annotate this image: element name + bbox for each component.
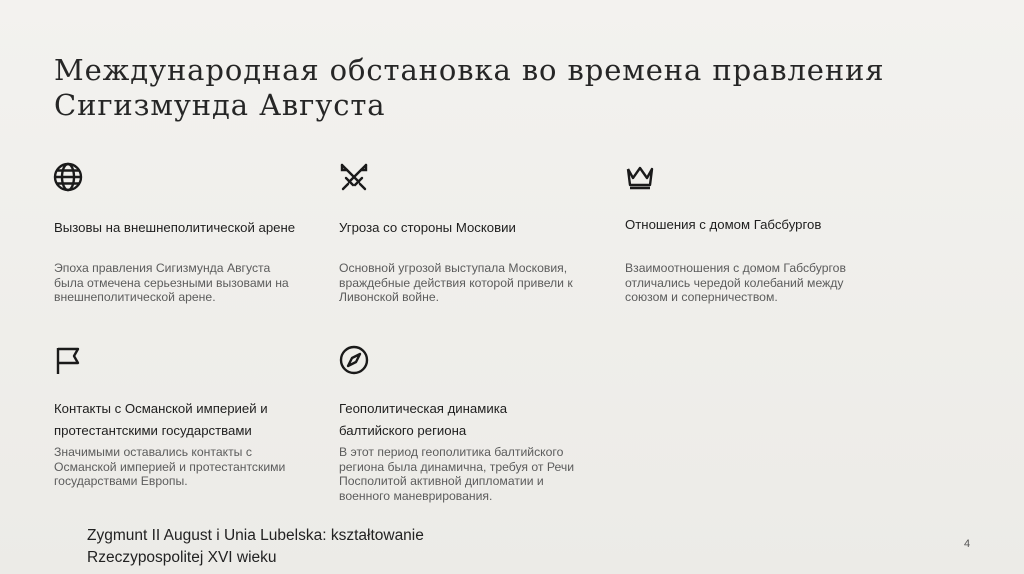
card-text-line: враждебные действия которой привели к: [339, 275, 573, 290]
footer-caption: [87, 525, 507, 569]
globe-icon: [52, 161, 84, 193]
card-text-line: союзом и соперничеством.: [625, 290, 778, 304]
card-text-line: Эпоха правления Сигизмунда Августа: [54, 261, 271, 275]
card-text-line: Посполитой активной дипломатии и: [339, 474, 544, 488]
card-title-baltic-dynamics: [339, 398, 507, 442]
slide-title: [54, 53, 954, 123]
flag-icon: [52, 344, 84, 376]
slide-title-line-2: Сигизмунда Августа: [54, 88, 386, 122]
card-text-line: Основной угрозой выступала Московия,: [339, 261, 568, 275]
card-title-line: протестантскими государствами: [54, 423, 252, 438]
crown-icon: [624, 161, 656, 193]
card-text-muscovy-threat: [339, 261, 573, 305]
card-text-line: государствами Европы.: [54, 474, 188, 488]
card-title-muscovy-threat: Угроза со стороны Московии: [339, 220, 516, 235]
card-text-line: Значимыми оставались контакты с: [54, 445, 252, 459]
page-number: 4: [964, 538, 971, 550]
card-text-line: была отмечена серьезными вызовами на: [54, 275, 289, 290]
card-text-baltic-dynamics: [339, 445, 574, 503]
card-title-line: Геополитическая динамика: [339, 401, 508, 416]
card-text-line: отличались чередой колебаний между: [625, 275, 844, 290]
compass-icon: [338, 344, 370, 376]
card-title-habsburgs: Отношения с домом Габсбургов: [625, 217, 822, 232]
crossed-swords-icon: [338, 161, 370, 193]
card-text-line: Османской империей и протестантскими: [54, 459, 286, 474]
slide-title-line-1: Международная обстановка во времена правления: [54, 53, 885, 87]
card-text-habsburgs: [625, 261, 846, 305]
card-title-line: балтийского региона: [339, 423, 467, 438]
card-text-ottoman-contacts: [54, 445, 285, 489]
footer-line-1: Zygmunt II August i Unia Lubelska: kształtowanie: [87, 527, 424, 544]
card-title-line: Контакты с Османской империей и: [54, 401, 268, 416]
card-text-foreign-challenges: [54, 261, 289, 305]
card-title-ottoman-contacts: [54, 398, 268, 442]
footer-line-2: Rzeczypospolitej XVI wieku: [87, 549, 277, 566]
card-title-foreign-challenges: Вызовы на внешнеполитической арене: [54, 220, 296, 235]
card-text-line: Взаимоотношения с домом Габсбургов: [625, 261, 846, 275]
card-text-line: внешнеполитической арене.: [54, 290, 216, 304]
card-text-line: региона была динамична, требуя от Речи: [339, 459, 575, 474]
card-text-line: Ливонской войне.: [339, 290, 440, 304]
card-text-line: В этот период геополитика балтийского: [339, 445, 564, 459]
card-text-line: военного маневрирования.: [339, 488, 493, 503]
